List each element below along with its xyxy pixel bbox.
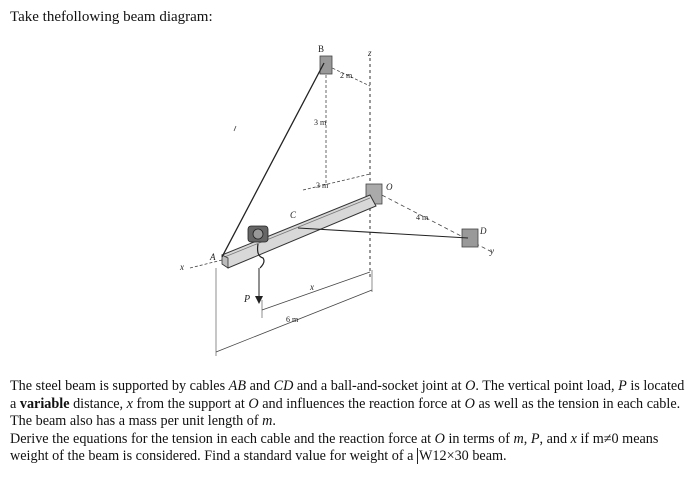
beam-designation: W12×30 bbox=[418, 448, 469, 464]
label-x-axis: x bbox=[180, 262, 184, 272]
math-o: O bbox=[248, 395, 259, 412]
math-o: O bbox=[434, 430, 445, 447]
beam-flange bbox=[222, 198, 370, 258]
label-z: z bbox=[368, 48, 372, 58]
label-p: P bbox=[244, 294, 251, 305]
label-3m-horizontal: 3 m bbox=[316, 181, 329, 190]
math-m: m bbox=[262, 413, 273, 429]
math-o: O bbox=[464, 395, 475, 412]
label-x-distance: x bbox=[310, 282, 314, 292]
text: , and bbox=[539, 430, 571, 447]
text: and bbox=[246, 378, 274, 394]
text: in terms of bbox=[444, 430, 514, 447]
label-4m: 4 m bbox=[416, 213, 429, 222]
text: beam. bbox=[468, 448, 507, 464]
math-x: x bbox=[570, 430, 577, 447]
math-cd: CD bbox=[273, 378, 294, 394]
dim-3m-horizontal bbox=[303, 174, 370, 190]
label-o: O bbox=[386, 182, 393, 192]
text: if m≠0 means weight of the beam is considered. Find a standard value for weight of a bbox=[10, 430, 659, 464]
math-x: x bbox=[126, 395, 133, 412]
text: . The vertical point load, bbox=[475, 378, 619, 394]
text: The steel beam is supported by cables bbox=[10, 378, 229, 394]
problem-statement bbox=[10, 378, 690, 466]
paragraph-1 bbox=[10, 378, 690, 431]
intro-text: Take thefollowing beam diagram: bbox=[10, 9, 213, 25]
label-a: A bbox=[210, 252, 216, 262]
cable-cd bbox=[298, 228, 468, 238]
text: . bbox=[272, 413, 276, 429]
text: Derive the equations for the tension in each cable and the reaction force at bbox=[10, 430, 435, 447]
text: from the support at bbox=[132, 395, 249, 412]
math-m: m bbox=[513, 430, 524, 447]
math-p: P bbox=[618, 378, 627, 394]
label-d: D bbox=[480, 226, 487, 236]
text: as well as the tension in each cable. The beam also has a mass per unit length of bbox=[10, 395, 681, 429]
math-o: O bbox=[465, 378, 476, 394]
math-ab: AB bbox=[228, 378, 247, 394]
wall-plate-b bbox=[320, 56, 332, 74]
text: and influences the reaction force at bbox=[258, 395, 465, 412]
label-b: B bbox=[318, 44, 325, 54]
label-2m: 2 m bbox=[340, 71, 353, 80]
label-3m-vertical: 3 m bbox=[314, 118, 327, 127]
text: is located a bbox=[10, 378, 685, 412]
label-6m: 6 m bbox=[286, 315, 299, 324]
stray-mark bbox=[234, 126, 236, 131]
math-p: P bbox=[530, 430, 540, 447]
label-y: y bbox=[490, 246, 494, 256]
text: distance, bbox=[69, 395, 127, 412]
label-c: C bbox=[290, 210, 297, 220]
dim-x bbox=[262, 272, 370, 310]
bold-variable: variable bbox=[19, 395, 70, 412]
text: , bbox=[523, 430, 531, 447]
text: and a ball-and-socket joint at bbox=[293, 378, 466, 394]
paragraph-2 bbox=[10, 431, 690, 466]
